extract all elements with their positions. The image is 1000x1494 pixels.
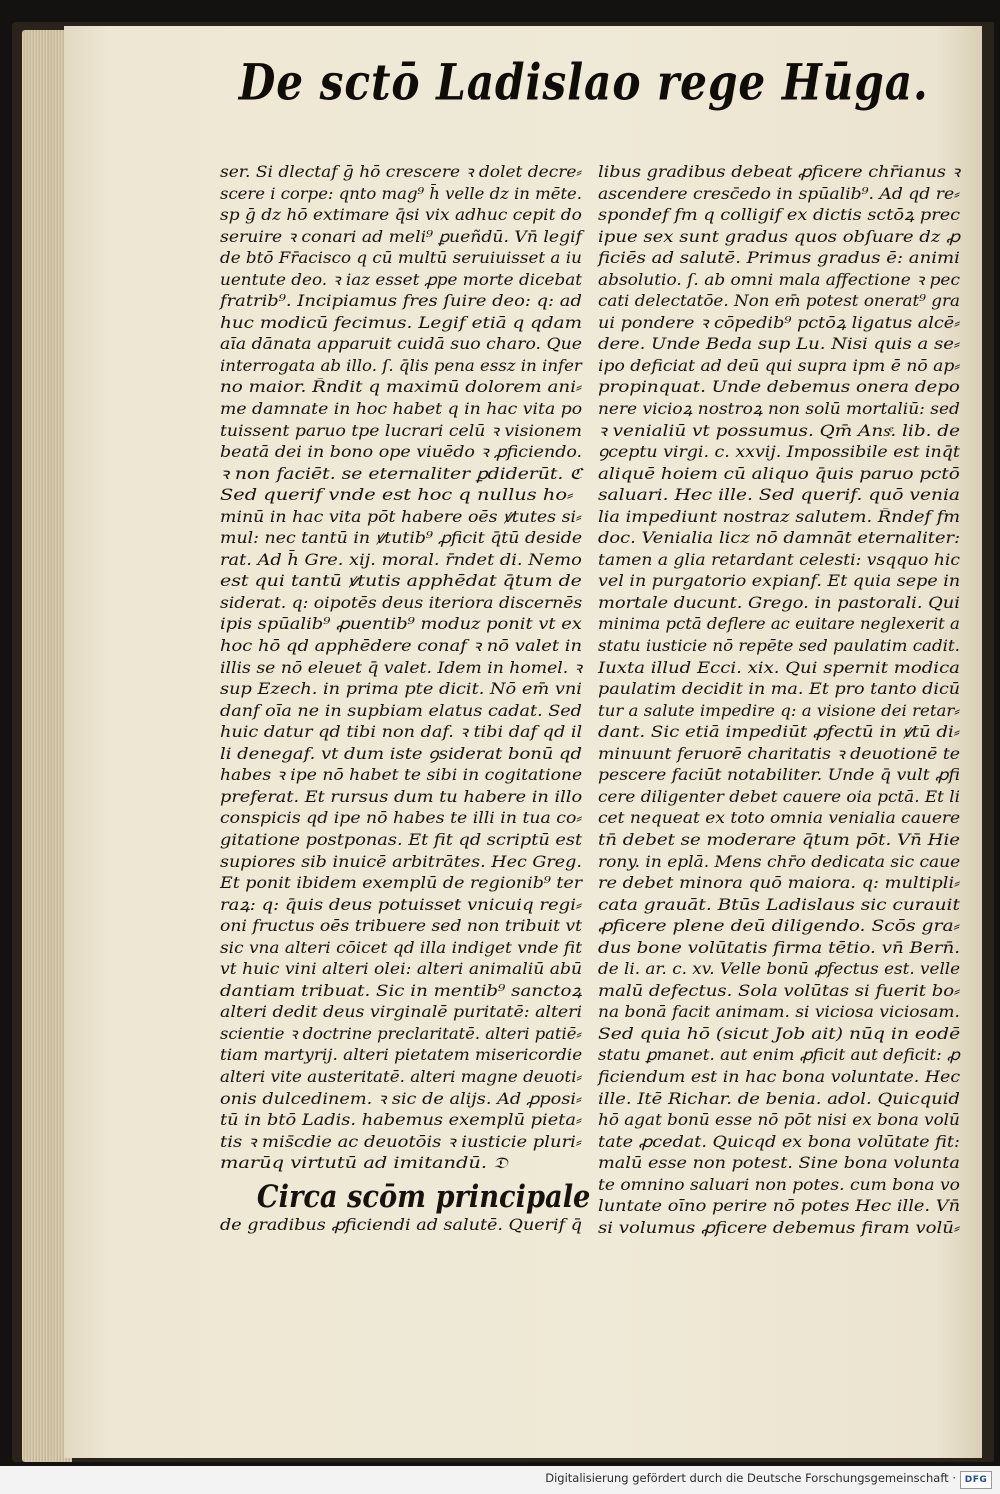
text-line: ipo deficiat ad deū qui supra ipm ē nō ap⸗ — [598, 356, 961, 375]
text-line: ficiēs ad salutē. Primus gradus ē: animi — [598, 249, 960, 268]
text-line: statu ꝑmanet. aut enim ꝓficit aut deficit: ꝓ — [598, 1046, 960, 1065]
text-line: dus bone volūtatis firma tētio. vn̄ Bern̄. — [598, 938, 961, 957]
text-line: libus gradibus debeat ꝓficere chr̄ianus ꝛ — [598, 163, 960, 181]
text-line: malū esse non potest. Sine bona volunta — [598, 1154, 960, 1173]
text-line: interrogata ab illo. ſ. q̄lis pena essz in infer — [220, 356, 582, 375]
text-line: li denegaf. vt dum iste ꝯsiderat bonū qd — [220, 744, 583, 763]
text-line: rat. Ad h̄ Gre. xij. moral. r̄ndet di. Nemo — [220, 550, 582, 569]
text-line: tiam martyrij. alteri pietatem misericordie — [220, 1046, 583, 1065]
text-line: minū in hac vita pōt habere oēs ꝟtutes si⸗ — [220, 507, 582, 526]
text-line: beatā dei in bono ope viuēdo ꝛ ꝓficiendo. — [220, 443, 583, 462]
text-line: raꝝ: q: q̄uis deus potuisset vnicuiq regi⸗ — [220, 895, 582, 914]
text-line: doc. Venialia licz nō damnāt eternaliter: — [598, 529, 961, 548]
text-line: te omnino saluari non potes. cum bona vo — [598, 1175, 960, 1194]
text-line: Sed quia hō (sicut Job ait) nūq in eodē — [598, 1024, 961, 1043]
text-line: ꝛ non faciēt. se eternaliter ꝑdiderūt. ℭ — [220, 464, 583, 483]
text-line: tamen a glia retardant celesti: vsqquo hic — [598, 550, 960, 569]
text-line: ꝛ venialiū vt possumus. Qm̄ Ansͤ. lib. de — [598, 421, 960, 440]
text-line: oni fructus oēs tribuere sed non tribuit vt — [220, 917, 583, 936]
text-line: hō agat bonū esse nō pōt nisi ex bona volū — [598, 1111, 960, 1130]
text-line: gitatione postponas. Et fit qd scriptū est — [220, 830, 583, 849]
text-line: marūq virtutū ad imitandū. 𝔇 — [220, 1154, 508, 1173]
text-line: conspicis qd ipe nō habes te illi in tua co⸗ — [220, 809, 583, 828]
text-line: de btō Fr̄acisco q cū multū seruiuisset a iu — [220, 249, 582, 268]
footer-bar — [0, 1466, 1000, 1494]
text-line: dantiam tribuat. Sic in mentib⁹ sanctoꝝ — [220, 981, 582, 1000]
text-line: danf oīa ne in supbiam elatus cadat. Sed — [220, 701, 582, 720]
left-column — [220, 162, 590, 1236]
text-line: supiores sib inuicē arbitrātes. Hec Greg. — [220, 852, 582, 871]
text-line: illis se nō eleuet q̄ valet. Idem in homel. ꝛ — [220, 658, 582, 677]
text-line: fratrib⁹. Incipiamus fres ſuire deo: q: ad — [220, 292, 582, 311]
text-line: minuunt feruorē charitatis ꝛ deuotionē te — [598, 744, 961, 763]
text-line: scientie ꝛ doctrine preclaritatē. alteri patiē⸗ — [220, 1024, 582, 1043]
text-line: na bonā facit animam. si viciosa viciosam. — [598, 1003, 960, 1022]
text-line: no maior. R̄ndit q maximū dolorem ani⸗ — [220, 378, 583, 397]
text-line: cere diligenter debet cauere oia pctā. Et li — [598, 787, 961, 806]
text-line: spondef fm q colligif ex dictis sctōꝝ prec — [598, 206, 961, 225]
text-line: ser. Si dlectaf ḡ hō crescere ꝛ dolet decre⸗ — [220, 163, 583, 181]
text-line: ipis spūalib⁹ ꝓuentib⁹ moduz ponit vt ex — [220, 615, 582, 634]
running-head: De sctō Ladislao rege Hūga. — [238, 52, 929, 112]
text-line: seruire ꝛ conari ad meli⁹ ꝑueñdū. Vn̄ legif — [220, 227, 582, 246]
text-line: vel in purgatorio expianf. Et quia sepe in — [598, 572, 961, 591]
text-line: lia impediunt nostraz salutem. R̄ndef fm — [598, 507, 961, 526]
text-line: statu iusticie nō repēte sed paulatim cadit. — [598, 637, 960, 656]
right-column — [598, 162, 968, 1239]
text-line: de li. ar. c. xv. Velle bonū ꝓfectus est. velle — [598, 960, 961, 979]
text-line: tū in btō Ladis. habemus exemplū pieta⸗ — [220, 1111, 582, 1130]
text-line: tuissent paruo tpe lucrari celū ꝛ visionem — [220, 421, 582, 440]
text-line: Sed querif vnde est hoc q nullus ho⸗ — [220, 486, 574, 505]
text-line: onis dulcedinem. ꝛ sic de alijs. Ad ꝓposi⸗ — [220, 1089, 582, 1108]
text-line: mortale ducunt. Grego. in pastorali. Qui — [598, 593, 960, 612]
text-line: Iuxta illud Ecci. xix. Qui spernit modica — [598, 658, 960, 677]
text-line: de gradibus ꝓficiendi ad salutē. Querif q̄ — [220, 1215, 582, 1234]
text-line: mul: nec tantū in ꝟtutib⁹ ꝓficit q̄tū deside — [220, 529, 583, 548]
text-line: ascendere cresc̄edo in spūalib⁹. Ad qd re⸗ — [598, 184, 960, 203]
section-heading: Circa scōm principale — [256, 1178, 591, 1215]
text-line: pescere faciūt notabiliter. Unde q̄ vult ꝓfi — [598, 766, 960, 785]
text-line: ꝯceptu virgi. c. xxvij. Impossibile est inq̄t — [598, 443, 960, 462]
dfg-logo: DFG — [960, 1471, 992, 1489]
text-line: si volumus ꝓficere debemus firam volū⸗ — [598, 1218, 960, 1237]
text-line: absolutio. ſ. ab omni mala affectione ꝛ pec — [598, 270, 960, 289]
text-line: habes ꝛ ipe nō habet te sibi in cogitatione — [220, 766, 583, 785]
text-line: luntate oīno perire nō potes Hec ille. Vn̄ — [598, 1197, 961, 1216]
text-line: dere. Unde Beda sup Lu. Nisi quis a se⸗ — [598, 335, 961, 354]
text-line: sp ḡ dz hō extimare q̄si vix adhuc cepit do — [220, 206, 582, 225]
text-line: aliquē hoiem cū aliquo q̄uis paruo pctō — [598, 464, 960, 483]
text-line: alteri vite austeritatē. alteri magne deuoti⸗ — [220, 1067, 583, 1086]
text-line: tur a salute impedire q: a visione dei retar⸗ — [598, 701, 960, 720]
text-line: ille. Itē Richar. de benia. adol. Quicquid — [598, 1089, 960, 1108]
text-line: preferat. Et rursus dum tu habere in illo — [220, 787, 583, 806]
text-line: est qui tantū ꝟtutis apphēdat q̄tum de — [220, 572, 582, 591]
text-line: sup Ezech. in prima pte dicit. Nō em̄ vni — [220, 680, 582, 699]
text-line: tn̄ debet se moderare q̄tum pōt. Vn̄ Hie — [598, 830, 961, 849]
text-line: cati delectatōe. Non em̄ potest onerat⁹ gra — [598, 292, 960, 311]
text-line: ficiendum est in hac bona voluntate. Hec — [598, 1067, 961, 1086]
text-line: dant. Sic etiā impediūt ꝓfectū in ꝟtū di⸗ — [598, 723, 960, 742]
text-line: saluari. Hec ille. Sed querif. quō venia — [598, 486, 961, 505]
text-line: sic vna alteri cōicet qd illa indiget vnde fit — [220, 938, 583, 957]
text-line: cata grauāt. Btūs Ladislaus sic curauit — [598, 895, 960, 914]
text-line: siderat. q: oipotēs deus iteriora discernēs — [220, 593, 583, 612]
text-line: paulatim decidit in ma. Et pro tanto dicū — [598, 680, 961, 699]
text-line: hoc hō qd apphēdere conaf ꝛ nō valet in — [220, 637, 583, 656]
text-line: cet nequeat ex toto omnia venialia cauere — [598, 809, 961, 828]
text-line: ꝓficere plene deū diligendo. Scōs gra⸗ — [598, 917, 960, 936]
text-line: rony. in eplā. Mens chr̄o dedicata sic caue — [598, 852, 961, 871]
text-line: Et ponit ibidem exemplū de regionib⁹ ter — [220, 874, 583, 893]
text-line: tate ꝓcedat. Quicqd ex bona volūtate fit: — [598, 1132, 960, 1151]
text-line: aīa dānata apparuit cuidā suo charo. Que — [220, 335, 583, 354]
funding-notice: Digitalisierung gefördert durch die Deutsche Forschungsgemeinschaft · — [545, 1471, 956, 1485]
text-line: propinquat. Unde debemus onera depo — [598, 378, 960, 397]
text-line: alteri dedit deus virginalē puritatē: alteri — [220, 1003, 583, 1022]
text-line: re debet minora quō maiora. q: multipli⸗ — [598, 874, 961, 893]
text-line: ipue sex sunt gradus quos obſuare dz ꝓ — [598, 227, 961, 246]
text-line: tis ꝛ mis̄cdie ac deuotōis ꝛ iusticie pluri⸗ — [220, 1132, 582, 1151]
text-line: me damnate in hoc habet q in hac vita po — [220, 400, 583, 419]
text-line: huc modicū fecimus. Legif etiā q qdam — [220, 313, 583, 332]
text-line: ui pondere ꝛ cōpedib⁹ pctōꝝ ligatus alcē⸗ — [598, 313, 961, 332]
text-line: malū defectus. Sola volūtas si fuerit bo⸗ — [598, 981, 961, 1000]
text-line: nere vicioꝝ nostroꝝ non solū mortaliū: sed — [598, 400, 960, 419]
text-line: huic datur qd tibi non daf. ꝛ tibi daf qd il — [220, 723, 583, 742]
text-line: vt huic vini alteri olei: alteri animaliū abū — [220, 960, 583, 979]
text-line: minima pctā deflere ac euitare neglexerit a — [598, 615, 960, 634]
text-line: scere i corpe: qnto mag⁹ h̄ velle dz in mēte. — [220, 184, 583, 203]
text-line: uentute deo. ꝛ iaz esset ꝓpe morte dicebat — [220, 270, 583, 289]
